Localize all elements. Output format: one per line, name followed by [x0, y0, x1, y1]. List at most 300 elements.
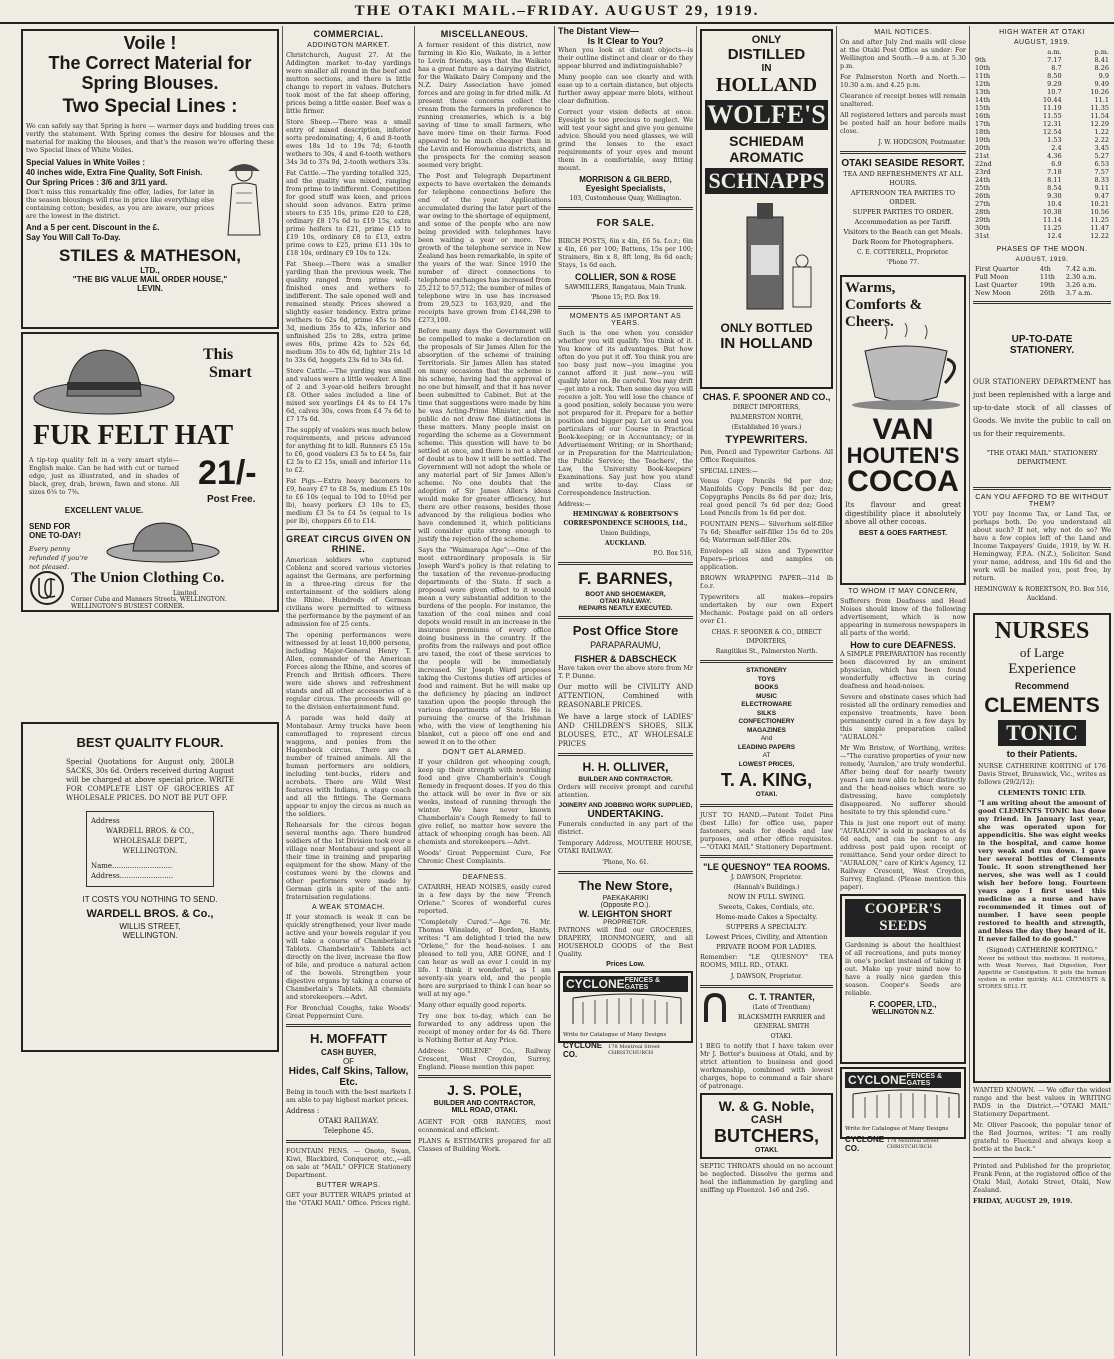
distant-p1: When you look at distant objects—is their outline distinct and clear or do they appear blurred and indistinguishable? [558, 46, 693, 70]
tide-pm: 9.47 [1094, 192, 1109, 200]
voile-line1: The Correct Material for [48, 52, 252, 73]
printed-date: FRIDAY, AUGUST 29, 1919. [973, 1197, 1073, 1205]
uptodate-body: OUR STATIONERY DEPARTMENT has just been replenished with a large and up-to-date stock of all classes of Goods. We invite the public to call on us for their requirements. [973, 378, 1111, 438]
flour-name-field[interactable]: Name........................... [91, 862, 173, 870]
voile-prices: Our Spring Prices : 3/6 and 3/11 yard. [26, 178, 168, 188]
seaside-accom: Accommodation as per Tariff. [854, 218, 952, 226]
distant-view-title: The Distant View— [558, 26, 639, 36]
tranter-otaki: OTAKI. [770, 1032, 793, 1040]
alarmed-heading: DON'T GET ALARMED. [442, 749, 527, 756]
tide-row [973, 232, 1111, 240]
howto-p4: This is just one report out of many. "AURALON" is sold in packages at 4s 6d each, and can be sent to any address post paid upon receipt of remittance. Send your order direct to "AURALON," care of Kirk's Agency, 12 Railway Crescent, West Croydon, Surrey, England. (Please mention this paper). [840, 819, 966, 891]
barnes-town: OTAKI RAILWAY. [599, 598, 652, 605]
tide-pm: 8.26 [1094, 64, 1109, 72]
tide-am: 11.14 [1042, 216, 1062, 224]
column-5 [697, 26, 837, 1356]
union-corner: WELLINGTON'S BUSIEST CORNER. [71, 603, 185, 610]
voile-ad [21, 29, 279, 329]
morrison-gilberd: MORRISON & GILBERD, [579, 175, 672, 184]
union-clothing-logo [29, 570, 65, 606]
tide-pm: 11.1 [1094, 96, 1109, 104]
wardell-firm: WARDELL BROS. & Co., [86, 908, 214, 920]
mail-p1: On and after July 2nd mails will close at the Otaki Post Office as under: For Wellington and South.—9 a.m. at 5.30 p.m. [840, 38, 966, 70]
tide-am: 8.11 [1047, 176, 1062, 184]
moon-time: 2.30 a.m. [1065, 273, 1097, 281]
moffatt-ad [286, 1031, 411, 1136]
tide-row [973, 88, 1111, 96]
post-office-store: Post Office Store [572, 623, 679, 638]
barnes-trade: BOOT AND SHOEMAKER, [585, 591, 666, 598]
tide-day: 27th [975, 200, 991, 208]
tide-row [973, 96, 1111, 104]
mail-hodgson: J. W. HODGSON, Postmaster. [878, 139, 966, 146]
tranter-black: BLACKSMITH FARRIER and GENERAL SMITH [737, 1013, 826, 1030]
schnapps-holland: HOLLAND [715, 74, 818, 96]
commercial-p5: Store Cattle.—The yarding was small and values were a little weaker. A line of 2 and 3-year-old heifers brought £8. Other sales included a line of mixed sex yearlings £4 4s to £4 17s 6d, calves 30s, cows from £4 7s 6d to £7 17s 6d. [286, 367, 411, 423]
tide-row [973, 56, 1111, 64]
cocoa-best: BEST & GOES FARTHEST. [859, 529, 947, 537]
leighton-short: W. LEIGHTON SHORT [578, 909, 673, 919]
moon-phase: New Moon [975, 289, 1011, 297]
deafness-p2: "Completely Cured."—Age 76. Mr. Thomas Winslade, of Borden, Hants, writes: "I am delighted I tried the new "Orlene," for the head-noises. I am pleased to tell you, ARE GONE, and I can hear as well as ever I could in my life. I think it wonderful, as I am seventy-six years old, and the people here are surprised to think I can hear so well at my age." [418, 918, 551, 998]
coopers-garden: Gardening is about the healthiest of all recreations, and puts money in one's pocket instead of taking it out. Make up your mind now to have a really nice garden this season. Cooper's Seeds are reliable. [845, 941, 961, 997]
seaside-cotterell: C. E. COTTERELL, Proprietor. [857, 249, 949, 256]
hr-auckland: AUCKLAND. [604, 540, 647, 547]
tide-row [973, 136, 1111, 144]
voile-intro: We can safely say that Spring is here — warmer days and budding trees can verify the statement. With Spring comes the desire for blouses and the material for making the blouses, and that's the reason we're offering these two Special lines of White Voiles. [26, 122, 274, 155]
column-7 [970, 26, 1114, 1356]
tide-day: 18th [975, 128, 991, 136]
noble-name: W. & G. Noble, [718, 1097, 815, 1114]
tide-pm: 6.53 [1094, 160, 1109, 168]
voile-call: Say You Will Call To-Day. [26, 233, 121, 243]
hat-smart: Smart [209, 364, 252, 381]
flour-firm: WARDELL BROS. & CO., [105, 827, 195, 835]
flour-address-field[interactable]: Address........................ [91, 872, 174, 880]
tide-pm: 5.27 [1094, 152, 1109, 160]
seaside-dark: Dark Room for Photographers. [852, 238, 954, 246]
schnapps-bottled: ONLY BOTTLED [720, 321, 813, 335]
wanted-known: WANTED KNOWN. — We offer the widest range and the best values in WRITING PADS in the District.—"OTAKI MAIL" Stationery Department. [973, 1086, 1111, 1118]
just-to-hand: JUST TO HAND.—Patent Toilet Pins (best Lille) for office use, paper fasteners, seals for deeds and law purposes, and other office requisites.—"OTAKI MAIL" Stationery Department. [700, 810, 833, 851]
uptodate-mail: "THE OTAKI MAIL" STATIONERY DEPARTMENT. [986, 449, 1098, 466]
moon-table [973, 265, 1111, 297]
hat-desc: A tip-top quality felt in a very smart style—English make. Can be had with cut or turned edge, just as illustrated, and in shades of black, grey, drab, brown, fawn and stone. All sizes 6⅛ to 7⅜. [29, 456, 179, 496]
spooner-est: (Established 16 years.) [731, 424, 802, 431]
king-and: And [760, 735, 773, 742]
clements-name: CLEMENTS [984, 694, 1100, 717]
bottle-illustration [707, 197, 827, 317]
schnapps-in-holland: IN HOLLAND [720, 335, 813, 352]
tide-row [973, 128, 1111, 136]
flour-address-label: Address [91, 817, 120, 825]
deafness-p1: CATARRH, HEAD NOISES, easily cured in a few days by the new "French Orlene." Scores of wonderful cures reported. [418, 883, 551, 915]
tranter-beg: I BEG to notify that I have taken over Mr J. Better's business at Otaki, and by strict attention to business and good workmanship, combined with lowest charges, hope to command a fair share of patronage. [700, 1041, 833, 1090]
tide-day: 28th [975, 208, 991, 216]
tide-day: 13th [975, 88, 991, 96]
clements-exp: Experience [1008, 661, 1076, 677]
afford-heading: CAN YOU AFFORD TO BE WITHOUT THEM? [975, 494, 1109, 508]
pole-plans: PLANS & ESTIMATES prepared for all Classes of Building Work. [418, 1137, 551, 1153]
stiles-ltd: LTD., [140, 265, 160, 275]
circus-p1: American soldiers who captured Coblenz and scored various victories against the Germans, are performing in a three-ring circus for the entertainment of the soldiers along the Rhine. Hundreds of German civilians were permitted to witness the performance by the payment of an admission fee of 25 cents. [286, 556, 411, 628]
coopers-title: COOPER'S SEEDS [845, 899, 961, 937]
wolfes-schnapps-ad [700, 29, 833, 389]
hat-illustration [29, 338, 179, 418]
moon-phase: Full Moon [975, 273, 1009, 281]
moon-time: 3.7 a.m. [1065, 289, 1093, 297]
moffatt-body: Being in touch with the best markets I am able to pay highest market prices. [286, 1088, 411, 1104]
olliver-joinery: JOINERY AND JOBBING WORK SUPPLIED, [558, 802, 693, 809]
mail-p2: For Palmerston North and North.—10.30 a.m. and 4.25 p.m. [840, 73, 966, 89]
king-at: AT [762, 752, 771, 759]
spooner-chas: CHAS. F. SPOONER & CO., DIRECT IMPORTERS, [711, 629, 822, 645]
commercial-heading: COMMERCIAL. [313, 29, 384, 39]
collier-firm: COLLIER, SON & ROSE [574, 272, 676, 282]
tide-day: 15th [975, 104, 991, 112]
spooner-lines: Venus Copy Pencils 9d per doz; Manifolds Copy Pencils 8d per doz; Copygraphs Pencils 8s 6d per doz; Iris, real good pencil 7s 6d per doz; Good Lead Pencils from 1s 6d per doz. [700, 477, 833, 517]
tide-row [973, 104, 1111, 112]
cocoa-van: VAN [872, 413, 934, 446]
howto-heading: How to cure DEAFNESS. [850, 640, 956, 650]
moon-day: 4th [1039, 265, 1051, 273]
tide-row [973, 112, 1111, 120]
tide-am: 11.55 [1042, 112, 1062, 120]
union-address: Corner Cuba and Manners Streets, WELLINGTON. [71, 596, 227, 603]
mail-p4: All registered letters and parcels must be posted half an hour before mails close. [840, 111, 966, 135]
noble-cash: CASH [750, 1113, 783, 1126]
noble-butchers: BUTCHERS, [713, 1125, 819, 1146]
circus-p4: Rehearsals for the circus began several months ago. There hundred soldiers of the 1st Division took over a village near Montabaur and spent all their time in training and preparing equipment for the show. Many of the costumes were by the clowns and other performers were made by German girls in spite of the anti-fraternisation regulations. [286, 821, 411, 901]
column-4 [555, 26, 697, 1356]
fisher-dabscheck: FISHER & DABSCHECK [574, 654, 677, 664]
schnapps-distilled: DISTILLED [727, 46, 806, 63]
cocoa-cheers: Cheers. [845, 314, 894, 330]
column-6 [837, 26, 970, 1356]
new-store-town: PAEKAKARIKI [602, 895, 649, 902]
tide-day: 17th [975, 120, 991, 128]
coopers-town: WELLINGTON N.Z. [871, 1009, 935, 1016]
king-toys: TOYS [757, 675, 776, 683]
moon-day: 19th [1039, 281, 1055, 289]
moon-time: 7.42 a.m. [1065, 265, 1097, 273]
tide-pm: 12.29 [1090, 120, 1109, 128]
tide-pm: 10.26 [1090, 88, 1109, 96]
tide-am: 7.18 [1047, 168, 1062, 176]
mail-p3: Clearance of receipt boxes will remain unaltered. [840, 92, 966, 108]
tide-pm: 3.45 [1094, 144, 1109, 152]
seaside-tea: TEA AND REFRESHMENTS AT ALL HOURS. [843, 170, 963, 187]
hr-box: P.O. Box 516, [653, 550, 693, 557]
woods-cure: Woods' Great Peppermint Cure, For Chronic Chest Complaints. [418, 849, 551, 865]
commercial-p3: Fat Cattle.—The yarding totalled 325, and the quality was mixed, ranging from prime to indifferent. Competition for good stuff was keen, and prices should soon advance. Extra prime steers to £35 10s, prime £20 to £28, ordinary £8 17s 6d to £19 15s, extra prime heifers to £21, prime £15 to £19 10s, ordinary £8 to £13, extra prime cows to £25, prime £11 10s to £18 10s, ordinary £9 10s to 12s. [286, 169, 411, 257]
noble-otaki: OTAKI. [754, 1146, 779, 1154]
leighton-prop: PROPRIETOR. [603, 919, 648, 926]
fountain-pens-note: FOUNTAIN PENS. — Onoto, Swan, Kiwi, Blackbird, Conqueror, etc.,—all on sale at "MAIL" OFFICE Stationery Department. [286, 1147, 411, 1179]
moffatt-of: OF [342, 1057, 355, 1066]
tide-row [973, 184, 1111, 192]
flour-costs: IT COSTS YOU NOTHING TO SEND. [82, 895, 218, 904]
collier-saw: SAWMILLERS, Rangataua, Main Trunk. [564, 284, 687, 291]
tide-am: 1.53 [1047, 136, 1062, 144]
seaside-supper: SUPPER PARTIES TO ORDER. [852, 208, 954, 216]
hat-title: FUR FELT HAT [33, 420, 234, 451]
moffatt-hides: Hides, Calf Skins, Tallow, Etc. [288, 1066, 409, 1088]
olliver-phone: 'Phone, No. 61. [602, 859, 649, 866]
commercial-p6: The supply of vealers was much below requirements, and prices advanced for anything fit to kill. Runners £5 15s to £6, good vealers £3 5s to £4 5s, fair £2 5s to £2 15s, small and inferior 11s to £2. [286, 426, 411, 474]
king-town: OTAKI. [755, 791, 778, 798]
barnes-name: F. BARNES, [578, 569, 673, 588]
clements-tonic: TONIC [998, 720, 1086, 746]
tide-am: 12.54 [1042, 128, 1062, 136]
olliver-orders: Orders will receive prompt and careful attention. [558, 783, 693, 799]
clements-large: of Large [1019, 645, 1065, 660]
misc-p1: A former resident of this district, now farming in Kio Kio, Waikato, in a letter to Levin friends, says that the Waikato has a great future as a dairying district, for the Waikato Dairy Company and the N.Z. Dairy Association have joined forces and are going in for dried milk. At present these concerns collect the cream from the farmers in preference to running creameries, which is a big saving of time to small farmers, who have more time on their farms. Food appeared to be much cheaper than in the Levin and Horowhenua districts, and the prospects for the coming season seemed very bright. [418, 41, 551, 169]
cocoa-warms: Warms, [845, 280, 896, 296]
olliver-funerals: Funerals conducted in any part of the district. [558, 820, 693, 836]
clements-signed: (Signed) CATHERINE KORTING." [986, 946, 1098, 954]
tide-pm-header: p.m. [1094, 48, 1109, 56]
gate-icon [563, 992, 691, 1026]
tide-am: 10.4 [1047, 200, 1062, 208]
clements-korting: NURSE CATHERINE KORTING of 176 Davis Street, Brunswick, Vic., writes as follows (29/2/12): [978, 762, 1106, 786]
butter-wraps-body: GET your BUTTER WRAPS printed at the "OTAKI MAIL" Office. Prices right. [286, 1191, 411, 1207]
spooner-fp: FOUNTAIN PENS— Silverhum self-filler 7s 6d; Sheaffer self-filler 15s 6d to 20s 6d; Waterman self-filler 20s. [700, 520, 833, 544]
spooner-brown: BROWN WRAPPING PAPER—31d lb f.o.r. [700, 574, 833, 590]
clements-rec: Recommend [1014, 681, 1069, 691]
voile-wide: 40 inches wide, Extra Fine Quality, Soft Finish. [26, 168, 203, 178]
tide-row [973, 168, 1111, 176]
spooner-direct: DIRECT IMPORTERS, [732, 404, 801, 411]
cyclone-2-fences: FENCES & GATES [906, 1073, 943, 1087]
cyclone-1-title: CYCLONE [566, 977, 625, 991]
tide-am: 8.7 [1051, 64, 1062, 72]
moon-day: 11th [1039, 273, 1055, 281]
misc-p4: Says the "Waimarapa Age":—One of the most extraordinary proposals is Sir Joseph Ward's policy is that relating to the taxation of the revenue-producing departments of the State. If such a proposal were given effect to it would mean a very substantial addition to the burdens of the people. For instance, the taxation of the coal mines and coal depots would result in an increase in the insurance premiums of every office doing business in the country. If the profits from the railways and post office are taxed, the cost of these services to the people will be immediately increased. Sir Joseph Ward proposes taking the Customs duties off articles of food and raiment. But he will make up the deficiency by placing an indirect taxation upon the people through the various departments of State. He is pursuing the course of the Irishman who, with the view of lengthening his blanket, cut a piece off one end and sewed it on to the other. [418, 546, 551, 746]
for-sale-heading: FOR SALE. [596, 218, 655, 229]
clements-tonic-ad [973, 613, 1111, 1083]
hr-union: Union Buildings, [600, 530, 651, 537]
tranter-name: C. T. TRANTER, [748, 991, 815, 1002]
stiles-motto: "THE BIG VALUE MAIL ORDER HOUSE," [72, 274, 228, 284]
schnapps-in: IN [761, 63, 772, 74]
olliver-temp: Temporary Address, MOUTERE HOUSE, OTAKI RAILWAY. [558, 839, 693, 855]
howto-p3: Mr Wm Bristow, of Worthing, writes:—"The curative properties of your new remedy, 'Auralon,' are truly wonderful. After being deaf for nearly twenty years I am now able to hear distinctly and the head-noises which were so distressing, have completely disappeared. No sufferer should hesitate to try this splendid cure." [840, 744, 967, 816]
circus-heading: GREAT CIRCUS GIVEN ON RHINE. [286, 534, 411, 554]
flour-title: BEST QUALITY FLOUR. [76, 735, 224, 750]
hat-send: SEND FOR ONE TO-DAY! [29, 522, 82, 540]
hat-illustration-small [103, 518, 223, 564]
king-lowest: LOWEST PRICES, [738, 760, 795, 768]
tide-row [973, 64, 1111, 72]
weak-stomach-body: If your stomach is weak it can be quickly strengthened, your liver made active and your bowels regular if you will take a course of Chamberlain's Tablets. Chamberlain's Tablets act directly on the liver, increase the flow of bile, and produce a natural action of the bowels. Strengthen your digestive organs by taking a course of Chamberlain's Tablets. All chemists and storekeepers.—Advt. [286, 913, 411, 1001]
tide-pm: 9.49 [1094, 80, 1109, 88]
new-store-low: Prices Low. [606, 961, 645, 968]
tide-pm: 1.22 [1094, 128, 1109, 136]
tide-day: 14th [975, 96, 991, 104]
king-electro: ELECTROWARE [741, 701, 792, 708]
tide-day: 11th [975, 72, 991, 80]
cocoa-houtens: HOUTEN'S [846, 443, 960, 468]
tide-am: 8.50 [1047, 72, 1062, 80]
howto-p1: A SIMPLE PREPARATION has recently been discovered by an eminent physician, which has been found wonderfully effective in curing deafness and head-noises. [840, 650, 966, 690]
tide-pm: 8.33 [1094, 176, 1109, 184]
moon-month: AUGUST, 1919. [1015, 256, 1069, 263]
circus-p3: A parade was held daily at Montabaur. Army trucks have been camouflaged to represent circus waggons, and ponies from the Hagenbeck circus. There are a number of trained animals. All the human performers are soldiers, including tent-bucks, riders and acrobats. There are Wild West features with Indians, a stage coach and all the fittings. The Germans appear to enjoy the circus as much as the soldiers. [286, 714, 411, 818]
tide-day: 29th [975, 216, 991, 224]
union-limited: Limited. [173, 590, 199, 597]
pole-name: J. S. POLE, [447, 1082, 522, 1098]
tide-am-header: a.m. [1047, 48, 1062, 56]
schnapps-wolfes: WOLFE'S [705, 100, 828, 130]
tide-am: 11.25 [1042, 224, 1062, 232]
tide-pm: 11.54 [1090, 112, 1109, 120]
new-store: The New Store, [578, 878, 673, 893]
moon-row [973, 265, 1111, 273]
schnapps-schiedam: SCHIEDAM [729, 133, 804, 149]
moon-row [973, 281, 1111, 289]
circus-p2: The opening performances were witnessed by at least 10,000 persons, including Major-General Henry T. Allen, commander of the American Forces along the Rhine, and scores of French and British officers. There were side shows and refreshment stands and all other accessories of a regular circus. The proceeds will go to the division entertainment fund. [286, 631, 411, 711]
wardell-street: WILLIS STREET, [119, 922, 181, 931]
tide-row [973, 120, 1111, 128]
moffatt-tel: Telephone 45. [323, 1127, 374, 1135]
column-3 [415, 26, 555, 1356]
distant-view-sub: Is It Clear to You? [587, 36, 664, 46]
printed-note: Printed and Published for the proprietor, Frank Penn, at the registered office of the Otaki Mail, Aotaki Street, Otaki, New Zealand. [973, 1162, 1111, 1194]
tide-day: 19th [975, 136, 991, 144]
spooner-env: Envelopes all sizes and Typewriter Papers—prices and samples on application. [700, 547, 833, 571]
tide-pm: 12.22 [1090, 232, 1109, 240]
tide-day: 24th [975, 176, 991, 184]
moffatt-name: H. MOFFATT [309, 1031, 388, 1046]
gate-icon [845, 1088, 967, 1120]
clements-never: Never be without this medicine. It restores, with Weak Nerves, Bad Digestion, Poor Appetite or Constipation. It puts the human system in order quickly. ALL CHEMISTS & STORES SELL IT. [978, 956, 1106, 990]
king-music: MUSIC [756, 692, 777, 700]
commercial-p2: Store Sheep.—There was a small entry of mixed description, inferior sorts predominating; 4, 6 and 8-tooth ewes 18s 1d to 19s 7d; 6-tooth wethers to 30s, 4 and 6-tooth wethers 34s 3d to 37s 9d, 2-tooth wethers 33s. [286, 118, 411, 166]
moments-heading: MOMENTS AS IMPORTANT AS YEARS. [569, 313, 682, 327]
quesnoy-swing: NOW IN FULL SWING. [727, 892, 806, 901]
weak-stomach-heading: A WEAK STOMACH. [311, 904, 386, 911]
horseshoe-icon [700, 992, 730, 1026]
olliver-trade: BUILDER AND CONTRACTOR. [578, 776, 673, 783]
tide-am: 7.17 [1047, 56, 1062, 64]
bronchial-coughs: For Bronchial Coughs, take Woods' Great Peppermint Cure. [286, 1004, 411, 1020]
seaside-afternoon: AFTERNOON TEA PARTIES TO ORDER. [850, 189, 956, 206]
howto-p2: Severe and obstinate cases which had resisted all the ordinary remedies and expensive treatments, have been permanently cured in a few days by this simple preparation called "AURALON." [840, 693, 966, 741]
king-mags: MAGAZINES [747, 726, 786, 734]
pole-trade: BUILDER AND CONTRACTOR, [433, 1100, 536, 1107]
moon-time: 3.26 a.m. [1065, 281, 1097, 289]
morrison-spec: Eyesight Specialists, [585, 184, 666, 193]
flour-ad [21, 722, 279, 1052]
paraparaumu: PARAPARAUMU, [590, 640, 661, 650]
voile-special: Special Values in White Voiles : [26, 158, 145, 168]
cyclone-1-addr: 178 Montreal Street CHRISTCHURCH [608, 1044, 660, 1056]
cyclone-2-write: Write for Catalogue of Many Designs [845, 1126, 949, 1132]
king-ad [700, 667, 833, 800]
high-water-heading: HIGH WATER AT OTAKI [999, 29, 1085, 36]
cup-illustration [845, 331, 967, 411]
tide-pm: 8.41 [1094, 56, 1109, 64]
uptodate-heading: UP-TO-DATE STATIONERY. [1009, 334, 1075, 356]
quesnoy-home: Home-made Cakes a Specialty. [715, 912, 818, 921]
tide-row [973, 200, 1111, 208]
tide-am: 10.38 [1042, 208, 1062, 216]
fisher-motto: Our motto will be CIVILITY AND ATTENTION, Combined with REASONABLE PRICES. [558, 683, 693, 709]
tide-row [973, 160, 1111, 168]
voile-line3: Two Special Lines : [62, 96, 238, 118]
quesnoy-remember: Remember: "LE QUESNOY" TEA ROOMS, MILL RD., OTAKI. [700, 952, 833, 969]
clements-patients: to their Patients. [1006, 749, 1078, 759]
seaside-visitors: Visitors to the Beach can get Meals. [843, 228, 963, 236]
pole-agent: AGENT FOR ORB RANGES, most economical and efficient. [418, 1118, 551, 1134]
hat-post-free: Post Free. [207, 494, 256, 505]
stiles-town: LEVIN. [137, 283, 163, 293]
coopers-firm: F. COOPER, LTD., [869, 1000, 937, 1009]
concern-p1: Sufferers from Deafness and Head Noises should know of the following advertisement, which is now appearing in numerous newspapers in all parts of the world. [840, 597, 966, 637]
tide-am: 11.19 [1042, 104, 1062, 112]
lady-illustration [214, 157, 274, 237]
cyclone-2-co: CYCLONE CO. [845, 1135, 885, 1153]
deafness-p4: Try one box to-day, which can be forwarded to any address upon the receipt of money order for 4s 6d. There is Nothing Better at Any Price. [418, 1012, 551, 1044]
cyclone-2-addr: 178 Montreal Street CHRISTCHURCH [886, 1138, 939, 1150]
flour-town: WELLINGTON. [122, 847, 178, 855]
clements-nurses: NURSES [994, 618, 1090, 644]
mail-notices-heading: MAIL NOTICES. [874, 29, 932, 36]
king-leading: LEADING PAPERS [737, 743, 796, 751]
quesnoy-suppers: SUPPERS A SPECIALTY. [725, 922, 808, 931]
typewriters-heading: TYPEWRITERS. [725, 434, 808, 446]
tide-day: 23rd [975, 168, 991, 176]
tide-day: 26th [975, 192, 991, 200]
deafness-heading: DEAFNESS. [462, 874, 507, 881]
spooner-palm: PALMERSTON NORTH, [730, 414, 803, 421]
tide-row [973, 152, 1111, 160]
tide-pm: 9.11 [1094, 184, 1109, 192]
for-sale-body: BIRCH POSTS, 6in x 4in, £6 5s. f.o.r.; 6in x 4in, £6 per 100; Battens, 15s per 100; Strainers, 8in x 8, 8ft long, 8s 6d each; Stays, 1s 6d each. [558, 237, 693, 269]
cyclone-ad-2 [840, 1067, 966, 1153]
tide-am: 4.36 [1047, 152, 1062, 160]
moffatt-address: Address : [286, 1107, 320, 1115]
deafness-p5: Address: "ORLENE" Co., Railway Crescent, West Croydon, Surrey, England. Please mention this paper. [418, 1047, 551, 1071]
barnes-repairs: REPAIRS NEATLY EXECUTED. [578, 605, 673, 612]
tide-pm: 10.21 [1090, 200, 1109, 208]
distant-p3: Correct your vision defects at once. Eyesight is too precious to neglect. We will test your sight and give you genuine advice. Should you need glasses, we will grind the lenses to the exact requirements of your eyes and mount them in a comfortable, easy fitting mount. [558, 108, 693, 172]
tide-pm: 7.57 [1094, 168, 1109, 176]
masthead: THE OTAKI MAIL.–FRIDAY. AUGUST 29, 1919. [0, 0, 1114, 24]
moon-phase: First Quarter [975, 265, 1019, 273]
commercial-p1: Christchurch, August 27. At the Addington market to-day yardings were smaller all round in the beef and mutton sections, and there is little change to report in values. Butchers took most of the fat sheep offering, prices being a little easier. Beef was a little firmer. [286, 51, 411, 115]
moon-heading: PHASES OF THE MOON. [996, 246, 1088, 253]
clements-testimony: "I am writing about the amount of good CLEMENTS TONIC has done my friend. In January last year, she was operated upon for appendicitis. She was eight weeks in the hospital, and came home very weak and run down. I gave her several bottles of Clements Tonic. It soon strengthened her nerves, she was well as I could wish her before long. Fourteen years ago I first used this medicine as a nurse and have recommended it times out of number. I have seen people restored to health and strength, and bless the day they heard of it. It never failed to do good." [978, 799, 1106, 943]
addington-heading: ADDINGTON MARKET. [307, 42, 390, 49]
tide-day: 25th [975, 184, 991, 192]
commercial-p4: Fat Sheep.—There was a smaller yarding than the previous week. The quality ranged from prime well-finished ones and wethers to indifferent. The sale opened well and remained steady. Prices showed a slightly easier tendency. Extra prime wethers to 62s 6d, prime 45s to 50s 3d, medium 35s to 42s, inferior and unfinished 25s to 28s, extra prime ewes 60s, prime 42s to 52s 6d, medium 35s to 40s 6d, lighter 21s 1d to 33s 6d, hoggets 23s 6d to 34s 6d. [286, 260, 411, 364]
pole-address: MILL ROAD, OTAKI. [451, 1107, 518, 1114]
tide-am: 12.31 [1042, 120, 1062, 128]
wardell-town: WELLINGTON. [122, 931, 178, 940]
tide-row [973, 224, 1111, 232]
seaside-heading: OTAKI SEASIDE RESORT. [841, 158, 965, 169]
column-1 [18, 26, 283, 1356]
moffatt-buyer: CASH BUYER, [320, 1048, 377, 1057]
quesnoy-dawson: J. DAWSON, Proprietor. [730, 873, 803, 881]
tide-day: 22nd [975, 160, 992, 168]
hr-schools: HEMINGWAY & ROBERTSON'S CORRESPONDENCE SCHOOLS, Ltd., [563, 511, 688, 527]
tide-day: 21st [975, 152, 990, 160]
quesnoy-lowest: Lowest Prices, Civility, and Attention [705, 932, 828, 941]
commercial-p7: Fat Pigs.—Extra heavy baconers to £9, heavy £7 to £8 5s, medium £5 10s to £6 10s (equal to 10d to 10½d per lb), heavy porkers £3 10s to £5, medium £3 5s to £4 5s (equal to 1s per lb), choppers £6 to £14. [286, 477, 411, 525]
